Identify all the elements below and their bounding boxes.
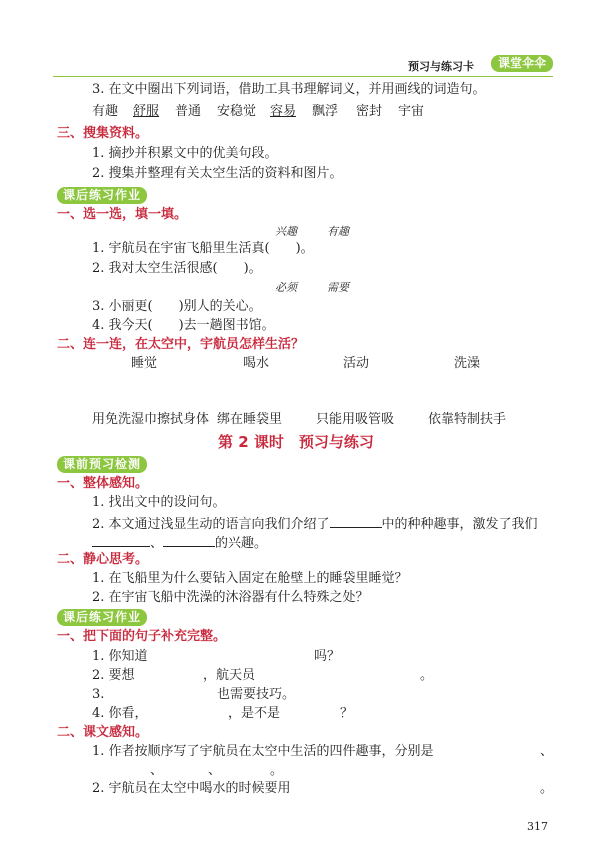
complete-q2-c: 。: [420, 668, 434, 683]
complete-q4-b: ，是不是: [228, 706, 281, 721]
section-3-heading: 三、搜集资料。: [57, 126, 149, 141]
overall-q2-line1: [92, 515, 538, 533]
fill-q4: 4. 我今天( )去一趟图书馆。: [92, 318, 275, 333]
top-q3: 3. 在文中圈出下列词语，借助工具书理解词义，并用画线的词造句。: [92, 82, 486, 97]
lesson-title: 第 2 课时 预习与练习: [218, 433, 374, 451]
header-divider: [53, 76, 553, 77]
link-top-3: 活动: [343, 356, 370, 371]
text-sense-q1-d: 、: [208, 763, 222, 778]
opt1-a: 兴趣: [275, 225, 297, 238]
complete-q3-b: 也需要技巧。: [217, 687, 296, 702]
link-bottom-1: 用免洗湿巾擦拭身体: [92, 412, 210, 427]
complete-q2-b: ，航天员: [203, 668, 256, 683]
word-8: 宇宙: [398, 104, 425, 119]
complete-q4-a: 4. 你看，: [92, 706, 148, 721]
overall-q2-line2: [92, 534, 267, 552]
complete-q1-b: 吗？: [314, 649, 341, 664]
answer-blank[interactable]: [330, 515, 382, 528]
complete-q3-a: 3.: [92, 687, 105, 702]
header-label: 预习与练习卡: [408, 60, 474, 73]
link-top-1: 睡觉: [131, 356, 158, 371]
overall-q2-part-b: 中的种种趣事，激发了我们: [381, 517, 538, 532]
word-1: 有趣: [92, 104, 119, 119]
word-2: 舒服: [133, 104, 160, 119]
word-5: 容易: [270, 104, 297, 119]
header-badge: 课堂伞伞: [491, 55, 553, 72]
text-sense-q2-b: 。: [540, 781, 554, 796]
link-bottom-4: 依靠特制扶手: [428, 412, 507, 427]
complete-q2-a: 2. 要想: [92, 668, 135, 683]
text-sense-q1-b: 、: [540, 744, 554, 759]
complete-heading: 一、把下面的句子补充完整。: [57, 629, 227, 644]
overall-q2-part-c: 、: [150, 536, 164, 551]
complete-q1-a: 1. 你知道: [92, 649, 148, 664]
preview-badge: 课前预习检测: [57, 456, 147, 473]
fill-q2: 2. 我对太空生活很感( )。: [92, 261, 262, 276]
answer-blank[interactable]: [92, 534, 150, 547]
word-6: 飘浮: [312, 104, 339, 119]
overall-q2-part-a: 2. 本文通过浅显生动的语言向我们介绍了: [92, 517, 330, 532]
link-top-4: 洗澡: [454, 356, 481, 371]
opt1-b: 有趣: [327, 225, 349, 238]
think-q1: 1. 在飞船里为什么要钻入固定在舱壁上的睡袋里睡觉？: [92, 571, 408, 586]
word-4: 安稳觉: [217, 104, 257, 119]
overall-q2-part-d: 的兴趣。: [215, 536, 268, 551]
text-sense-q1-e: 。: [270, 763, 284, 778]
fill-q1: 1. 宇航员在宇宙飞船里生活真( )。: [92, 241, 314, 256]
think-q2: 2. 在宇宙飞船中洗澡的沐浴器有什么特殊之处？: [92, 590, 369, 605]
homework-badge-2: 课后练习作业: [57, 609, 147, 626]
text-sense-q1-c: 、: [150, 763, 164, 778]
s3-item-2: 2. 搜集并整理有关太空生活的资料和图片。: [92, 166, 343, 181]
fill-q3: 3. 小丽更( )别人的关心。: [92, 299, 262, 314]
text-sense-q2-a: 2. 宇航员在太空中喝水的时候要用: [92, 781, 291, 796]
think-heading: 二、静心思考。: [57, 552, 149, 567]
word-3: 普通: [175, 104, 202, 119]
complete-q4-c: ？: [340, 706, 354, 721]
opt2-a: 必须: [275, 281, 297, 294]
opt2-b: 需要: [327, 281, 349, 294]
link-heading: 二、连一连，在太空中，宇航员怎样生活？: [57, 337, 305, 352]
link-top-2: 喝水: [243, 356, 270, 371]
s3-item-1: 1. 摘抄并积累文中的优美句段。: [92, 146, 278, 161]
fill-heading: 一、选一选，填一填。: [57, 207, 188, 222]
overall-heading: 一、整体感知。: [57, 476, 149, 491]
page-number: 317: [527, 820, 548, 833]
text-sense-q1-a: 1. 作者按顺序写了宇航员在太空中生活的四件趣事，分别是: [92, 744, 434, 759]
word-7: 密封: [356, 104, 383, 119]
answer-blank[interactable]: [163, 534, 215, 547]
link-bottom-2: 绑在睡袋里: [217, 412, 283, 427]
text-sense-heading: 二、课文感知。: [57, 725, 149, 740]
link-bottom-3: 只能用吸管吸: [316, 412, 395, 427]
overall-q1: 1. 找出文中的设问句。: [92, 495, 226, 510]
homework-badge-1: 课后练习作业: [57, 187, 147, 204]
